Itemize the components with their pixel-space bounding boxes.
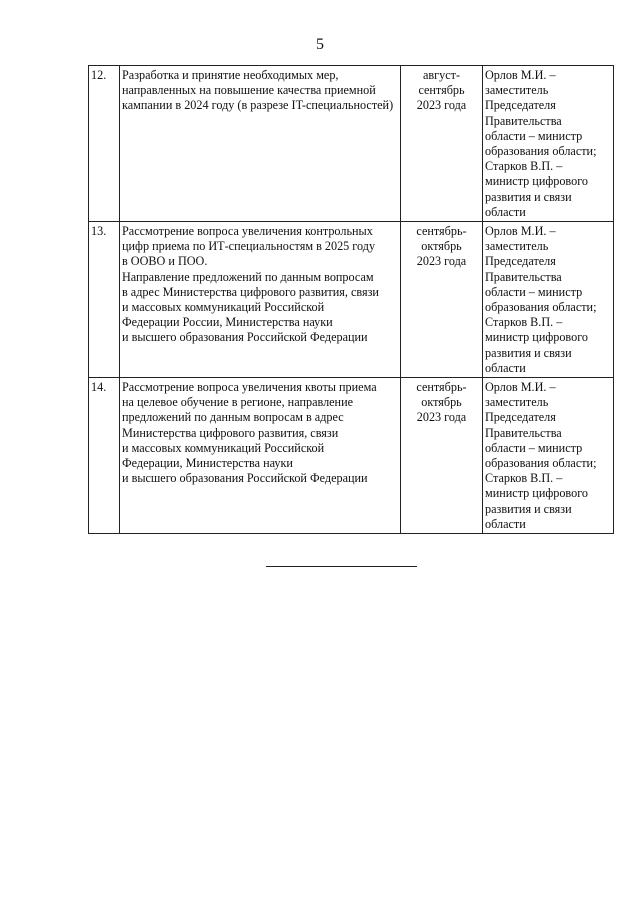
responsible-cell bbox=[483, 222, 614, 378]
responsible-line: министр цифрового bbox=[485, 174, 588, 189]
deadline-line: август- bbox=[422, 68, 461, 82]
responsible-line: Орлов М.И. – bbox=[485, 380, 556, 395]
responsible-line: Правительства bbox=[485, 113, 562, 128]
responsible-line: заместитель bbox=[485, 239, 549, 254]
deadline-line: октябрь bbox=[421, 395, 462, 410]
responsible-line: области bbox=[485, 360, 526, 375]
responsible-line: развития и связи bbox=[485, 501, 572, 516]
description-line: Федерации, Министерства науки bbox=[122, 456, 293, 471]
description-line: и высшего образования Российской Федерации bbox=[122, 330, 368, 345]
description-line: Направление предложений по данным вопросам bbox=[122, 269, 374, 284]
responsible-line: образования области; bbox=[485, 456, 597, 471]
description-line: в адрес Министерства цифрового развития, связи bbox=[122, 284, 379, 299]
description-line: предложений по данным вопросам в адрес bbox=[122, 410, 344, 425]
action-plan-table bbox=[88, 65, 614, 534]
item-description-cell bbox=[120, 222, 401, 378]
responsible-line: области – министр bbox=[485, 440, 583, 455]
item-number-cell: 14. bbox=[89, 378, 120, 534]
responsible-line: министр цифрового bbox=[485, 330, 588, 345]
table-row bbox=[89, 378, 614, 534]
deadline-line: сентябрь- bbox=[416, 224, 467, 239]
responsible-line: области – министр bbox=[485, 128, 583, 143]
responsible-cell bbox=[483, 378, 614, 534]
description-line: в ООВО и ПОО. bbox=[122, 254, 208, 269]
responsible-line: области bbox=[485, 516, 526, 531]
page-number: 5 bbox=[316, 36, 324, 53]
description-line: Рассмотрение вопроса увеличения контрольных bbox=[122, 224, 373, 239]
responsible-line: Правительства bbox=[485, 425, 562, 440]
deadline-line: 2023 года bbox=[416, 254, 467, 269]
deadline-line: сентябрь- bbox=[416, 380, 467, 395]
responsible-line: Старков В.П. – bbox=[485, 315, 563, 330]
item-description-cell bbox=[120, 378, 401, 534]
responsible-line: Председателя bbox=[485, 410, 556, 425]
description-line: цифр приема по ИТ-специальностям в 2025 году bbox=[122, 239, 376, 254]
table-row bbox=[89, 66, 614, 222]
description-line: Федерации России, Министерства науки bbox=[122, 315, 333, 330]
item-number-cell: 12. bbox=[89, 66, 120, 222]
responsible-line: Председателя bbox=[485, 254, 556, 269]
description-line: и массовых коммуникаций Российской bbox=[122, 300, 325, 315]
responsible-line: области – министр bbox=[485, 284, 583, 299]
deadline-line: сентябрь bbox=[418, 83, 465, 98]
responsible-line: заместитель bbox=[485, 83, 549, 98]
responsible-line: Орлов М.И. – bbox=[485, 68, 556, 82]
deadline-line: 2023 года bbox=[416, 410, 467, 425]
responsible-line: Орлов М.И. – bbox=[485, 224, 556, 239]
responsible-line: Председателя bbox=[485, 98, 556, 113]
item-number-cell: 13. bbox=[89, 222, 120, 378]
description-line: Разработка и принятие необходимых мер, bbox=[122, 68, 339, 82]
description-line: и массовых коммуникаций Российской bbox=[122, 440, 325, 455]
responsible-line: образования области; bbox=[485, 144, 597, 159]
deadline-cell bbox=[401, 66, 483, 222]
responsible-line: министр цифрового bbox=[485, 486, 588, 501]
deadline-line: 2023 года bbox=[416, 98, 467, 113]
description-line: на целевое обучение в регионе, направление bbox=[122, 395, 354, 410]
description-line: Министерства цифрового развития, связи bbox=[122, 425, 339, 440]
deadline-cell bbox=[401, 378, 483, 534]
description-line: Рассмотрение вопроса увеличения квоты приема bbox=[122, 380, 377, 395]
deadline-cell bbox=[401, 222, 483, 378]
responsible-line: развития и связи bbox=[485, 189, 572, 204]
responsible-cell bbox=[483, 66, 614, 222]
responsible-line: Правительства bbox=[485, 269, 562, 284]
responsible-line: области bbox=[485, 204, 526, 219]
end-of-document-divider bbox=[266, 566, 417, 567]
responsible-line: Старков В.П. – bbox=[485, 471, 563, 486]
responsible-line: образования области; bbox=[485, 300, 597, 315]
responsible-line: Старков В.П. – bbox=[485, 159, 563, 174]
responsible-line: заместитель bbox=[485, 395, 549, 410]
item-description-cell bbox=[120, 66, 401, 222]
description-line: направленных на повышение качества приемной bbox=[122, 83, 376, 98]
responsible-line: развития и связи bbox=[485, 345, 572, 360]
deadline-line: октябрь bbox=[421, 239, 462, 254]
description-line: и высшего образования Российской Федерации bbox=[122, 471, 368, 486]
description-line: кампании в 2024 году (в разрезе IT-специальностей) bbox=[122, 98, 394, 113]
table-row bbox=[89, 222, 614, 378]
